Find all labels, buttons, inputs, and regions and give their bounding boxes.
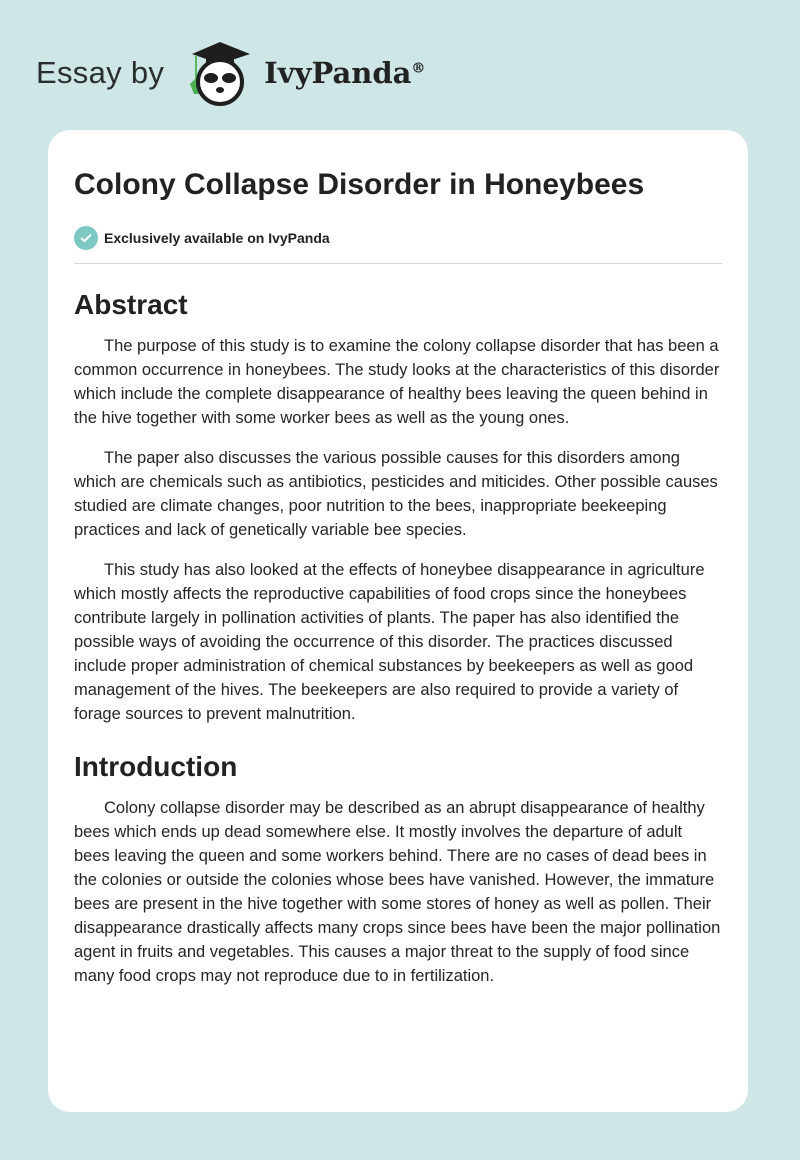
paragraph: The purpose of this study is to examine the colony collapse disorder that has been a common occurrence in honeybees. The study looks at the characteristics of this disorder which include the complete disappearance of healthy bees leaving the queen behind in the hive together with some worker bees as well as the young ones. bbox=[74, 337, 720, 427]
section-heading-abstract: Abstract bbox=[74, 289, 188, 320]
essay-by-label: Essay by bbox=[36, 55, 165, 90]
divider bbox=[74, 263, 722, 264]
badge-label: Exclusively available on IvyPanda bbox=[104, 230, 330, 246]
brand-header bbox=[36, 38, 425, 108]
paragraph: The paper also discusses the various possible causes for this disorders among which are chemicals such as antibiotics, pesticides and miticides. Other possible causes studied are climate changes, poor nutrition to the bees, inappropriate beekeeping practices and lack of genetically variable bee species. bbox=[74, 449, 718, 539]
paragraph: Colony collapse disorder may be described as an abrupt disappearance of healthy bees which ends up dead somewhere else. It mostly involves the departure of adult bees leaving the queen and some workers behind. There are no cases of dead bees in the colonies or outside the colonies whose bees have vanished. However, the immature bees are present in the hive together with some stores of honey as well as pollen. Their disappearance drastically affects many crops since bees have been the major pollination agent in fruits and vegetables. This causes a major threat to the supply of food since many food crops may not reproduce due to in fertilization. bbox=[74, 799, 721, 985]
brand-name: IvyPanda® bbox=[264, 56, 426, 90]
essay-card bbox=[48, 130, 748, 1112]
section-heading-introduction: Introduction bbox=[74, 751, 238, 782]
exclusive-badge bbox=[74, 226, 722, 250]
essay-title: Colony Collapse Disorder in Honeybees bbox=[74, 168, 645, 201]
ivypanda-logo-icon bbox=[178, 38, 258, 108]
check-circle-icon bbox=[74, 226, 98, 250]
paragraph: This study has also looked at the effects of honeybee disappearance in agriculture which mostly affects the reproductive capabilities of food crops since the honeybees contribute largely in pollination activities of plants. The paper has also identified the possible ways of avoiding the occurrence of this disorder. The practices discussed include proper administration of chemical substances by beekeepers as well as good management of the hives. The beekeepers are also required to provide a variety of forage sources to prevent malnutrition. bbox=[74, 561, 705, 723]
